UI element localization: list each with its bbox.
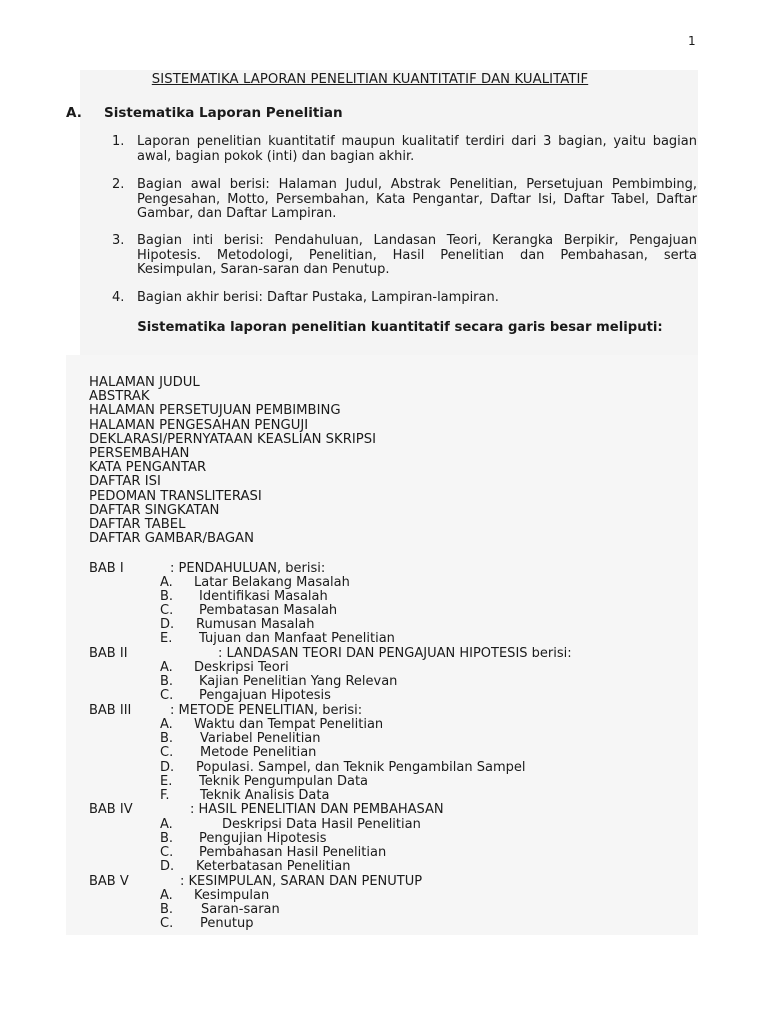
front-matter-item: HALAMAN PENGESAHAN PENGUJI	[89, 417, 309, 433]
front-matter-list	[89, 376, 376, 546]
subitem-letter: D.	[160, 617, 175, 632]
list-item-number: 2.	[112, 177, 125, 192]
page-number: 1	[688, 34, 696, 48]
subitem-letter: D.	[160, 859, 175, 874]
front-matter-item: DAFTAR ISI	[89, 474, 161, 490]
subitem-text: Metode Penelitian	[200, 745, 317, 760]
list-item-number: 1.	[112, 134, 125, 149]
chapter-title: : PENDAHULUAN, berisi:	[170, 561, 326, 576]
subitem-letter: C.	[160, 916, 174, 931]
list-item-text: Bagian awal berisi: Halaman Judul, Abstrak Penelitian, Persetujuan Pembimbing, Pengesahan, Motto, Persembahan, Kata Pengantar, Daftar Isi, Daftar Tabel, Daftar Gambar, dan Daftar Lampiran.	[137, 177, 697, 221]
subitem-letter: C.	[160, 845, 174, 860]
chapter-label: BAB IV	[89, 802, 133, 817]
subitem-text: Pembatasan Masalah	[199, 603, 338, 618]
front-matter-item: PERSEMBAHAN	[89, 446, 190, 462]
subitem-text: Populasi. Sampel, dan Teknik Pengambilan Sampel	[196, 760, 526, 775]
front-matter-item: PEDOMAN TRANSLITERASI	[89, 488, 262, 504]
section-letter: A.	[66, 105, 82, 121]
list-item-text: Laporan penelitian kuantitatif maupun kualitatif terdiri dari 3 bagian, yaitu bagian awal, bagian pokok (inti) dan bagian akhir.	[137, 134, 697, 164]
subitem-text: Pembahasan Hasil Penelitian	[199, 845, 387, 860]
document-title: SISTEMATIKA LAPORAN PENELITIAN KUANTITATIF DAN KUALITATIF	[151, 72, 589, 87]
chapter-label: BAB V	[89, 874, 129, 889]
subitem-letter: B.	[160, 731, 174, 746]
front-matter-item: ABSTRAK	[89, 389, 150, 405]
chapter-title: : LANDASAN TEORI DAN PENGAJUAN HIPOTESIS berisi:	[218, 646, 572, 661]
subitem-letter: F.	[160, 788, 170, 803]
front-matter-item: DAFTAR TABEL	[89, 517, 186, 533]
front-matter-item: HALAMAN PERSETUJUAN PEMBIMBING	[89, 403, 341, 419]
subitem-letter: C.	[160, 688, 174, 703]
subitem-text: Kajian Penelitian Yang Relevan	[199, 674, 398, 689]
subitem-text: Saran-saran	[201, 902, 280, 917]
subitem-text: Penutup	[200, 916, 254, 931]
subitem-letter: D.	[160, 760, 175, 775]
front-matter-item: DAFTAR GAMBAR/BAGAN	[89, 531, 254, 547]
subitem-text: Teknik Pengumpulan Data	[199, 774, 369, 789]
subitem-letter: B.	[160, 831, 174, 846]
subitem-letter: B.	[160, 674, 174, 689]
subitem-letter: A.	[160, 888, 173, 903]
subitem-text: Latar Belakang Masalah	[194, 575, 350, 590]
front-matter-item: HALAMAN JUDUL	[89, 375, 200, 390]
list-item-number: 4.	[112, 290, 125, 305]
list-item	[112, 135, 697, 164]
list-item	[112, 234, 697, 278]
subitem-text: Variabel Penelitian	[200, 731, 321, 746]
subitem-text: Keterbatasan Penelitian	[196, 859, 351, 874]
subitem-letter: A.	[160, 717, 173, 732]
subitem-text: Teknik Analisis Data	[200, 788, 330, 803]
front-matter-item: DAFTAR SINGKATAN	[89, 502, 220, 518]
chapter-label: BAB III	[89, 703, 132, 718]
subitem-letter: C.	[160, 603, 174, 618]
list-item-text: Bagian akhir berisi: Daftar Pustaka, Lampiran-lampiran.	[137, 290, 499, 305]
chapter-title: : HASIL PENELITIAN DAN PEMBAHASAN	[190, 802, 444, 817]
subitem-letter: E.	[160, 774, 173, 789]
chapter-title: : KESIMPULAN, SARAN DAN PENUTUP	[180, 874, 423, 889]
subheading: Sistematika laporan penelitian kuantitatif secara garis besar meliputi:	[137, 320, 663, 335]
chapter-label: BAB I	[89, 561, 124, 576]
subitem-text: Deskripsi Data Hasil Penelitian	[222, 817, 421, 832]
subitem-text: Pengujian Hipotesis	[199, 831, 327, 846]
subitem-text: Deskripsi Teori	[194, 660, 289, 675]
section-title: Sistematika Laporan Penelitian	[104, 105, 343, 121]
subitem-text: Rumusan Masalah	[196, 617, 315, 632]
subitem-letter: E.	[160, 631, 173, 646]
front-matter-item: KATA PENGANTAR	[89, 460, 207, 476]
list-item-text: Bagian inti berisi: Pendahuluan, Landasan Teori, Kerangka Berpikir, Pengajuan Hipotesis. Metodologi, Penelitian, Hasil Penelitian dan Pembahasan, serta Kesimpulan, Saran-saran dan Penutup.	[137, 233, 697, 277]
chapter-title: : METODE PENELITIAN, berisi:	[170, 703, 363, 718]
subitem-text: Pengajuan Hipotesis	[199, 688, 331, 703]
subitem-text: Tujuan dan Manfaat Penelitian	[199, 631, 395, 646]
subitem-letter: B.	[160, 902, 174, 917]
front-matter-item: DEKLARASI/PERNYATAAN KEASLIAN SKRIPSI	[89, 431, 376, 447]
subitem-letter: A.	[160, 817, 173, 832]
list-item-number: 3.	[112, 233, 125, 248]
subitem-letter: C.	[160, 745, 174, 760]
chapter-label: BAB II	[89, 646, 128, 661]
subitem-text: Waktu dan Tempat Penelitian	[194, 717, 384, 732]
subitem-letter: A.	[160, 575, 173, 590]
list-item	[112, 291, 697, 306]
subitem-text: Identifikasi Masalah	[199, 589, 328, 604]
list-item	[112, 178, 697, 222]
subitem-text: Kesimpulan	[194, 888, 270, 903]
subitem-letter: A.	[160, 660, 173, 675]
subitem-letter: B.	[160, 589, 174, 604]
